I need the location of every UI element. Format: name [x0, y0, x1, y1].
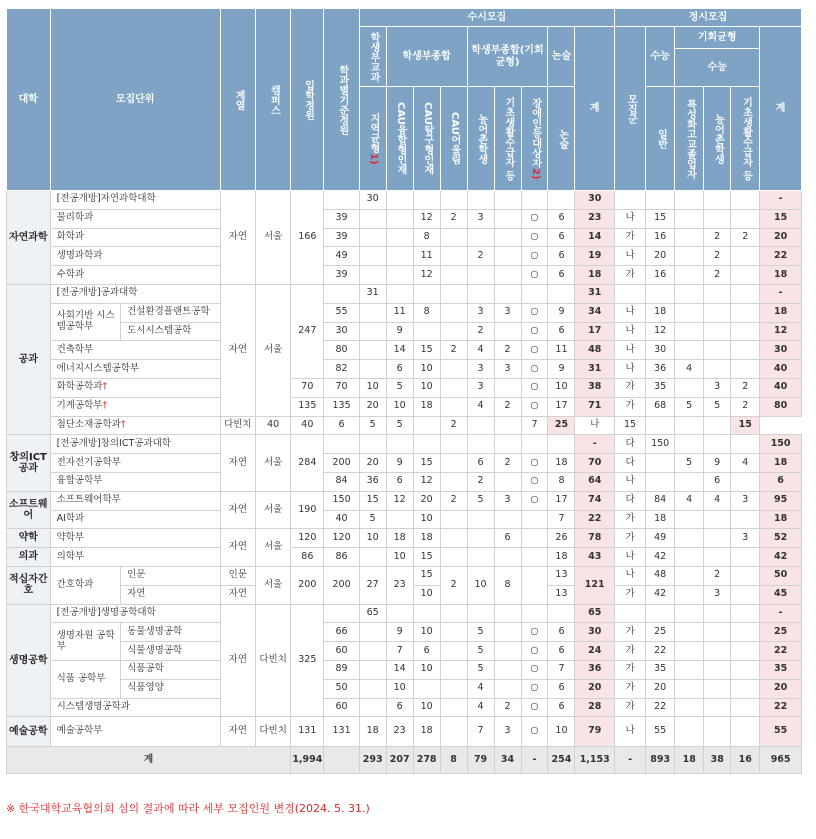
- unit-name: 전자전기공학부: [50, 454, 220, 473]
- unit-parent: 간호학과: [50, 566, 121, 604]
- table-row: 의과 의학부 86 86 10 15 18 43 나 42 42: [7, 548, 802, 567]
- unit-name: [전공개방]창의ICT공과대학: [50, 435, 220, 454]
- table-row: 사회기반 시스템공학부 건설환경플랜트공학 55 11 8 3 3 ○ 9 34 나 18 18: [7, 303, 802, 322]
- iphak-cell: 166: [291, 191, 324, 285]
- unit-name: 식물생명공학: [121, 642, 221, 661]
- table-row: 식품영양 50 10 4 ○ 6 20 가 20 20: [7, 679, 802, 698]
- campus-cell: 서울: [255, 191, 290, 285]
- unit-name: 건설환경플랜트공학: [121, 303, 221, 322]
- header-nonsul: 논술: [548, 27, 575, 87]
- unit-name: 약학부: [50, 529, 220, 548]
- unit-name: 수학과: [50, 266, 220, 285]
- table-row: 건축학부 80 14 15 2 4 2 ○ 11 48 나 30 30: [7, 341, 802, 360]
- group-ui: 의과: [7, 548, 51, 567]
- unit-name: 예술공학부: [50, 717, 220, 747]
- table-row: 생명공학 [전공개방]생명공학대학 자연 다빈치 325 65 65 -: [7, 604, 802, 623]
- unit-name: 화학공학과†: [50, 378, 220, 397]
- unit-name: [전공개방]생명공학대학: [50, 604, 220, 623]
- table-row: 적십자간호 간호학과 인문 인문 서울 200 200 27 23 15 2 10 8 13 121 나 48 2 50: [7, 566, 802, 585]
- gyeyeol-cell: 자연: [220, 585, 255, 604]
- unit-name: 자연: [121, 585, 221, 604]
- header-col-ilban: 일반: [646, 87, 675, 191]
- table-row: 수학과 39 12 ○ 6 18 가 16 2 18: [7, 266, 802, 285]
- header-col-gicho-2: 기초생활수급자 등: [731, 87, 760, 191]
- table-row: 화학과 39 8 ○ 6 14 가 16 2 2 20: [7, 228, 802, 247]
- total-row: 계 1,994 293 207 278 8 79 34 - 254 1,153 - 893 18 38 16 965: [7, 747, 802, 774]
- campus-cell: 서울: [255, 491, 290, 529]
- campus-cell: 다빈치: [220, 416, 255, 435]
- unit-name: 에너지시스템공학부: [50, 360, 220, 379]
- gyeyeol-cell: 자연: [220, 435, 255, 491]
- header-mojip-danwi: 모집단위: [50, 9, 220, 191]
- admission-quota-table: [6, 8, 802, 774]
- table-row: 도시시스템공학 30 9 2 ○ 6 17 나 12 12: [7, 322, 802, 341]
- table-row: 식품 공학부 식품공학 89 14 10 5 ○ 7 36 가 35 35: [7, 660, 802, 679]
- footnote: ※ 한국대학교육협의회 심의 결과에 따라 세부 모집인원 변경(2024. 5. 31.): [6, 802, 370, 815]
- unit-name: 의학부: [50, 548, 220, 567]
- unit-parent: 사회기반 시스템공학부: [50, 303, 121, 341]
- group-gong: 공과: [7, 284, 51, 434]
- table-body: [7, 191, 802, 774]
- group-yesul: 예술공학: [7, 717, 51, 747]
- header-suneung: 수능: [646, 27, 675, 87]
- unit-name: 건축학부: [50, 341, 220, 360]
- unit-name: 식품공학: [121, 660, 221, 679]
- table-row: 화학공학과† 70 70 10 5 10 3 ○ 10 38 가 35 3 2 40: [7, 378, 802, 397]
- table-row: AI학과 40 5 10 7 22 가 18 18: [7, 510, 802, 529]
- gyeyeol-cell: 자연: [220, 284, 255, 416]
- header-iphak-jeongwon: 입학정원: [291, 9, 324, 191]
- header-col-jiyeok: 지역균형1): [359, 87, 386, 191]
- table-row: 소프트웨어 소프트웨어학부 자연 서울 190 150 15 12 20 2 5 3 ○ 17 74 다 84 4 4 3 95: [7, 491, 802, 510]
- gyeyeol-cell: 자연: [220, 191, 255, 285]
- table-row: 약학 약학부 자연 서울 120 120 10 18 18 6 26 78 가 49 3 52: [7, 529, 802, 548]
- iphak-cell: 247: [291, 284, 324, 378]
- table-row: 예술공학 예술공학부 자연 다빈치 131 131 18 23 18 7 3 ○ 10 79 나 55 55: [7, 717, 802, 747]
- table-row: 기계공학부† 135 135 20 10 18 4 2 ○ 17 71 가 68 5 5 2 80: [7, 397, 802, 416]
- group-sw: 소프트웨어: [7, 491, 51, 529]
- group-saengmyeong: 생명공학: [7, 604, 51, 717]
- header-gihoe: 기회균형: [675, 27, 760, 49]
- header-col-cau-eoullim: CAU어울림: [440, 87, 467, 191]
- group-ganho: 적십자간호: [7, 566, 51, 604]
- unit-name: 화학과: [50, 228, 220, 247]
- header-daehak: 대학: [7, 9, 51, 191]
- iphak-cell: 190: [291, 491, 324, 529]
- header-hakjong: 학생부종합: [386, 27, 467, 87]
- table-row: 전자전기공학부 200 20 9 15 6 2 ○ 18 70 다 5 9 4 18: [7, 454, 802, 473]
- header-jeongsi: 정시모집: [615, 9, 802, 27]
- campus-cell: 서울: [255, 566, 290, 604]
- header-hakgwa-gijun: 학과별기준정원: [324, 9, 359, 191]
- table-header: [7, 9, 802, 191]
- unit-name: 소프트웨어학부: [50, 491, 220, 510]
- header-col-cau-yunghap: CAU융합형인재: [386, 87, 413, 191]
- table-row: 자연과학 [전공개방]자연과학대학 자연 서울 166 30 30 -: [7, 191, 802, 210]
- table-row: 첨단소재공학과† 다빈치 40 40 6 5 5 2 7 25 나 15 15: [7, 416, 802, 435]
- unit-parent: 생명자원 공학부: [50, 623, 121, 661]
- header-susi: 수시모집: [359, 9, 614, 27]
- header-suneung-2: 수능: [675, 49, 760, 87]
- table-row: 자연 자연 10 13 가 42 3 45: [7, 585, 802, 604]
- iphak-cell: 284: [291, 435, 324, 491]
- campus-cell: 서울: [255, 284, 290, 416]
- header-col-nongeochon: 농어촌학생: [467, 87, 494, 191]
- table-row: 식물생명공학 60 7 6 5 ○ 6 24 가 22 22: [7, 642, 802, 661]
- unit-name: 동물생명공학: [121, 623, 221, 642]
- header-col-jangae: 장애인등대상자2): [521, 87, 548, 191]
- header-col-gicho: 기초생활수급자 등: [494, 87, 521, 191]
- unit-name: 식품영양: [121, 679, 221, 698]
- unit-name: 시스템생명공학과: [50, 698, 220, 717]
- total-label: 계: [7, 747, 291, 774]
- header-col-nongeochon-2: 농어촌학생: [704, 87, 731, 191]
- unit-name: 인문: [121, 566, 221, 585]
- header-col-cau-tamgu: CAU탐구형인재: [413, 87, 440, 191]
- iphak-cell: 325: [291, 604, 324, 717]
- header-col-nonsul: 논술: [548, 87, 575, 191]
- table-row: 융합공학부 84 36 6 12 2 ○ 8 64 나 6 6: [7, 472, 802, 491]
- gyeyeol-cell: 인문: [220, 566, 255, 585]
- gyeyeol-cell: 자연: [220, 717, 255, 747]
- gyeyeol-cell: 자연: [220, 491, 255, 529]
- header-susi-gye: 계: [575, 27, 615, 191]
- unit-name: 도시시스템공학: [121, 322, 221, 341]
- unit-name: 생명과학과: [50, 247, 220, 266]
- header-hakgyo: 학생부교과: [359, 27, 386, 87]
- header-gyeyeol: 계열: [220, 9, 255, 191]
- group-yak: 약학: [7, 529, 51, 548]
- table-row: 생명자원 공학부 동물생명공학 66 9 10 5 ○ 6 30 가 25 25: [7, 623, 802, 642]
- unit-name: 기계공학부†: [50, 397, 220, 416]
- gyeyeol-cell: 자연: [220, 529, 255, 567]
- table-row: 공과 [전공개방]공과대학 자연 서울 247 31 31 -: [7, 284, 802, 303]
- unit-name: [전공개방]자연과학대학: [50, 191, 220, 210]
- campus-cell: 서울: [255, 435, 290, 491]
- table-row: 에너지시스템공학부 82 6 10 3 3 ○ 9 31 나 36 4 40: [7, 360, 802, 379]
- gyeyeol-cell: 자연: [220, 604, 255, 717]
- campus-cell: 다빈치: [255, 717, 290, 747]
- unit-name: [전공개방]공과대학: [50, 284, 220, 303]
- unit-parent: 식품 공학부: [50, 660, 121, 698]
- table-row: 시스템생명공학과 60 6 10 4 2 ○ 6 28 가 22 22: [7, 698, 802, 717]
- campus-cell: 서울: [255, 529, 290, 567]
- unit-name: 첨단소재공학과†: [50, 416, 220, 435]
- header-jeongsi-gye: 계: [760, 27, 802, 191]
- campus-cell: 다빈치: [255, 604, 290, 717]
- group-jayeon: 자연과학: [7, 191, 51, 285]
- admission-table-wrapper: [6, 8, 802, 774]
- unit-name: 융합공학부: [50, 472, 220, 491]
- table-row: 물리학과 39 12 2 3 ○ 6 23 나 15 15: [7, 209, 802, 228]
- unit-name: AI학과: [50, 510, 220, 529]
- group-ict: 창의ICT공과: [7, 435, 51, 491]
- table-row: 생명과학과 49 11 2 ○ 6 19 나 20 2 22: [7, 247, 802, 266]
- header-col-teukseong: 특성화고교졸업자: [675, 87, 704, 191]
- header-mojipgun: 모집군: [615, 27, 646, 191]
- header-campus: 캠퍼스: [255, 9, 290, 191]
- unit-name: 물리학과: [50, 209, 220, 228]
- table-row: 창의ICT공과 [전공개방]창의ICT공과대학 자연 서울 284 - 다 150 150: [7, 435, 802, 454]
- header-hakjong-gihoe: 학생부종합(기회균형): [467, 27, 548, 87]
